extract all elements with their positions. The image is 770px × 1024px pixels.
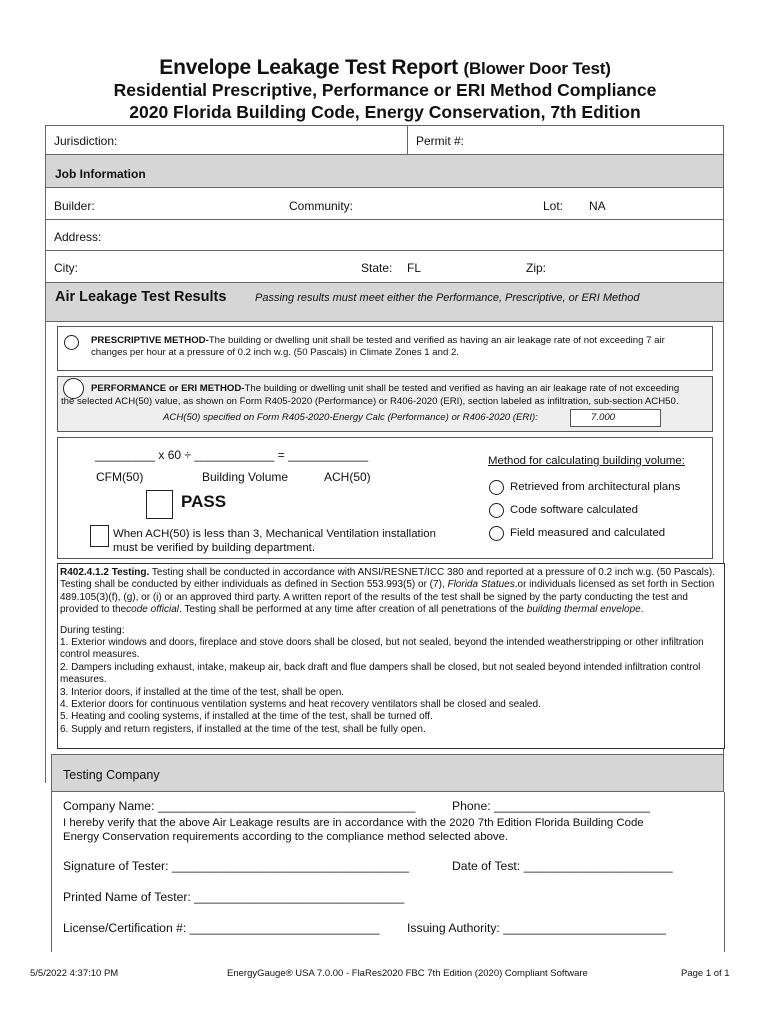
volume-option-field-radio[interactable] — [489, 526, 504, 541]
date-of-test-field[interactable]: Date of Test: ______________________ — [452, 859, 673, 873]
company-name-field[interactable]: Company Name: ______________________________________ — [63, 799, 416, 813]
mech-vent-text — [113, 528, 436, 555]
pass-checkbox[interactable] — [146, 490, 173, 519]
testing-para-p4e: . — [640, 604, 644, 616]
city-label: City: — [54, 261, 78, 275]
air-leakage-note: Passing results must meet either the Performance, Prescriptive, or ERI Method — [255, 292, 640, 304]
during-item: 3. Interior doors, if installed at the time of the test, shall be open. — [60, 686, 345, 698]
lot-label: Lot: — [543, 199, 564, 213]
testing-para-p2c: .or individuals licensed as set forth in Section — [514, 579, 715, 591]
volume-option-plans: Retrieved from architectural plans — [510, 481, 681, 493]
cfm-label: CFM(50) — [96, 470, 144, 484]
verify-line1: I hereby verify that the above Air Leakage results are in accordance with the 2020 7th Edition Florida Building Code — [63, 817, 644, 829]
report-code-line: 2020 Florida Building Code, Energy Conservation, 7th Edition — [129, 102, 641, 122]
testing-para-line3: 489.105(3)(f), (g), or (i) or an approved third party. A written report of the results of the test shall be signed by the party conducting the test and — [60, 591, 688, 603]
prescriptive-label: PRESCRIPTIVE METHOD- — [91, 335, 209, 346]
testing-company-heading: Testing Company — [63, 768, 160, 782]
lot-value: NA — [589, 199, 606, 213]
job-info-heading: Job Information — [55, 167, 146, 181]
verify-statement — [63, 816, 644, 844]
report-subtitle: Residential Prescriptive, Performance or ERI Method Compliance — [113, 80, 657, 100]
phone-field[interactable]: Phone: _______________________ — [452, 799, 650, 813]
prescriptive-radio[interactable] — [64, 335, 79, 350]
during-item: control measures. — [60, 649, 140, 661]
ach-specified-label: ACH(50) specified on Form R405-2020-Energy Calc (Performance) or R406-2020 (ERI): — [163, 412, 538, 423]
footer-datetime: 5/5/2022 4:37:10 PM — [30, 968, 119, 979]
prescriptive-text-line1: The building or dwelling unit shall be tested and verified as having an air leakage rate of not exceeding 7 air — [208, 335, 665, 346]
testing-para-p4c: . Testing shall be performed at any time after creation of all penetrations of the — [178, 604, 527, 616]
testing-requirements-text — [60, 567, 724, 736]
footer-software: EnergyGauge® USA 7.0.00 - FlaRes2020 FBC 7th Edition (2020) Compliant Software — [227, 968, 588, 979]
volume-option-field: Field measured and calculated — [510, 527, 666, 539]
printed-name-field[interactable]: Printed Name of Tester: _______________________________ — [63, 890, 405, 904]
report-title-paren: (Blower Door Test) — [463, 59, 611, 78]
top-row-divider — [407, 126, 408, 154]
divider — [45, 250, 724, 251]
performance-text-line2: the selected ACH(50) value, as shown on Form R405-2020 (Performance) or R406-2020 (ERI), section labeled as infiltration, sub-section ACH50. — [61, 396, 679, 407]
performance-line1-text: The building or dwelling unit shall be tested and verified as having an air leakage rate of not exceeding — [244, 383, 680, 394]
mech-vent-checkbox[interactable] — [90, 525, 109, 547]
testing-para-p1: Testing shall be conducted in accordance with ANSI/RESNET/ICC 380 and reported at a pressure of 0.2 inch w.g. (50 Pascals). — [149, 567, 715, 578]
testing-para-p2a: Testing shall be conducted by either individuals as defined in Section 553.993(5) or (7), — [60, 579, 448, 591]
prescriptive-text-line2: changes per hour at a pressure of 0.2 inch w.g. (50 Pascals) in Climate Zones 1 and 2. — [91, 347, 459, 359]
job-info-band — [46, 155, 723, 187]
during-item: measures. — [60, 674, 107, 686]
license-field[interactable]: License/Certification #: ____________________________ — [63, 921, 380, 935]
testing-para-p2b: Florida Statues — [447, 579, 515, 591]
ach50-label: ACH(50) — [324, 470, 371, 484]
divider — [45, 219, 724, 220]
performance-label: PERFORMANCE or ERI METHOD- — [91, 383, 245, 394]
verify-line2: Energy Conservation requirements according to the compliance method selected above. — [63, 831, 509, 843]
testing-para-p4a: provided to the — [60, 604, 127, 616]
testing-para-p4b: code official — [126, 604, 179, 616]
address-label: Address: — [54, 230, 102, 244]
zip-label: Zip: — [526, 261, 547, 275]
builder-label: Builder: — [54, 199, 95, 213]
during-testing-heading: During testing: — [60, 624, 125, 636]
building-volume-label: Building Volume — [202, 470, 289, 484]
air-leakage-heading: Air Leakage Test Results — [55, 289, 227, 305]
report-title-main: Envelope Leakage Test Report — [159, 56, 458, 79]
signature-field[interactable]: Signature of Tester: ___________________________________ — [63, 859, 410, 873]
company-left-border — [51, 792, 52, 952]
during-item: 4. Exterior doors for continuous ventilation systems and heat recovery ventilators shall be closed and sealed. — [60, 699, 541, 711]
volume-option-software-radio[interactable] — [489, 503, 504, 518]
testing-code-label: R402.4.1.2 Testing. — [60, 567, 150, 578]
prescriptive-text — [91, 335, 709, 360]
volume-option-plans-radio[interactable] — [489, 480, 504, 495]
testing-para-p4d: building thermal envelope — [526, 604, 641, 616]
pass-label: PASS — [181, 492, 227, 511]
divider — [45, 187, 724, 188]
during-item: 1. Exterior windows and doors, fireplace and stove doors shall be closed, but not sealed, beyond the intended weatherstripping or other infiltration — [60, 637, 704, 649]
report-title — [0, 56, 770, 80]
during-item: 2. Dampers including exhaust, intake, makeup air, back draft and flue dampers shall be closed, but not sealed beyond intended infiltration control — [60, 661, 701, 673]
mech-vent-line1: When ACH(50) is less than 3, Mechanical Ventilation installation — [113, 528, 436, 540]
ach-value-field[interactable] — [570, 409, 661, 427]
state-value: FL — [407, 261, 422, 275]
mech-vent-line2: must be verified by building department. — [113, 541, 315, 554]
ach-value: 7.000 — [591, 412, 616, 423]
calc-formula: _________ x 60 ÷ ____________ = ____________ — [95, 448, 369, 462]
company-right-border — [724, 792, 725, 952]
during-item: 5. Heating and cooling systems, if installed at the time of the test, shall be turned off. — [60, 711, 433, 723]
issuing-authority-field[interactable]: Issuing Authority: ________________________ — [407, 921, 666, 935]
state-label: State: — [361, 261, 393, 275]
volume-option-software: Code software calculated — [510, 504, 638, 516]
during-item: 6. Supply and return registers, if installed at the time of the test, shall be fully open. — [60, 723, 426, 735]
performance-text-line1 — [91, 383, 715, 395]
community-label: Community: — [289, 199, 354, 213]
jurisdiction-label: Jurisdiction: — [54, 134, 118, 148]
footer-page-number: Page 1 of 1 — [681, 968, 730, 979]
divider — [45, 321, 724, 322]
testing-para-line2 — [60, 579, 724, 591]
volume-method-heading: Method for calculating building volume: — [488, 455, 685, 467]
testing-para-line4 — [60, 604, 724, 616]
permit-label: Permit #: — [416, 134, 465, 148]
testing-para-line1 — [60, 567, 724, 579]
